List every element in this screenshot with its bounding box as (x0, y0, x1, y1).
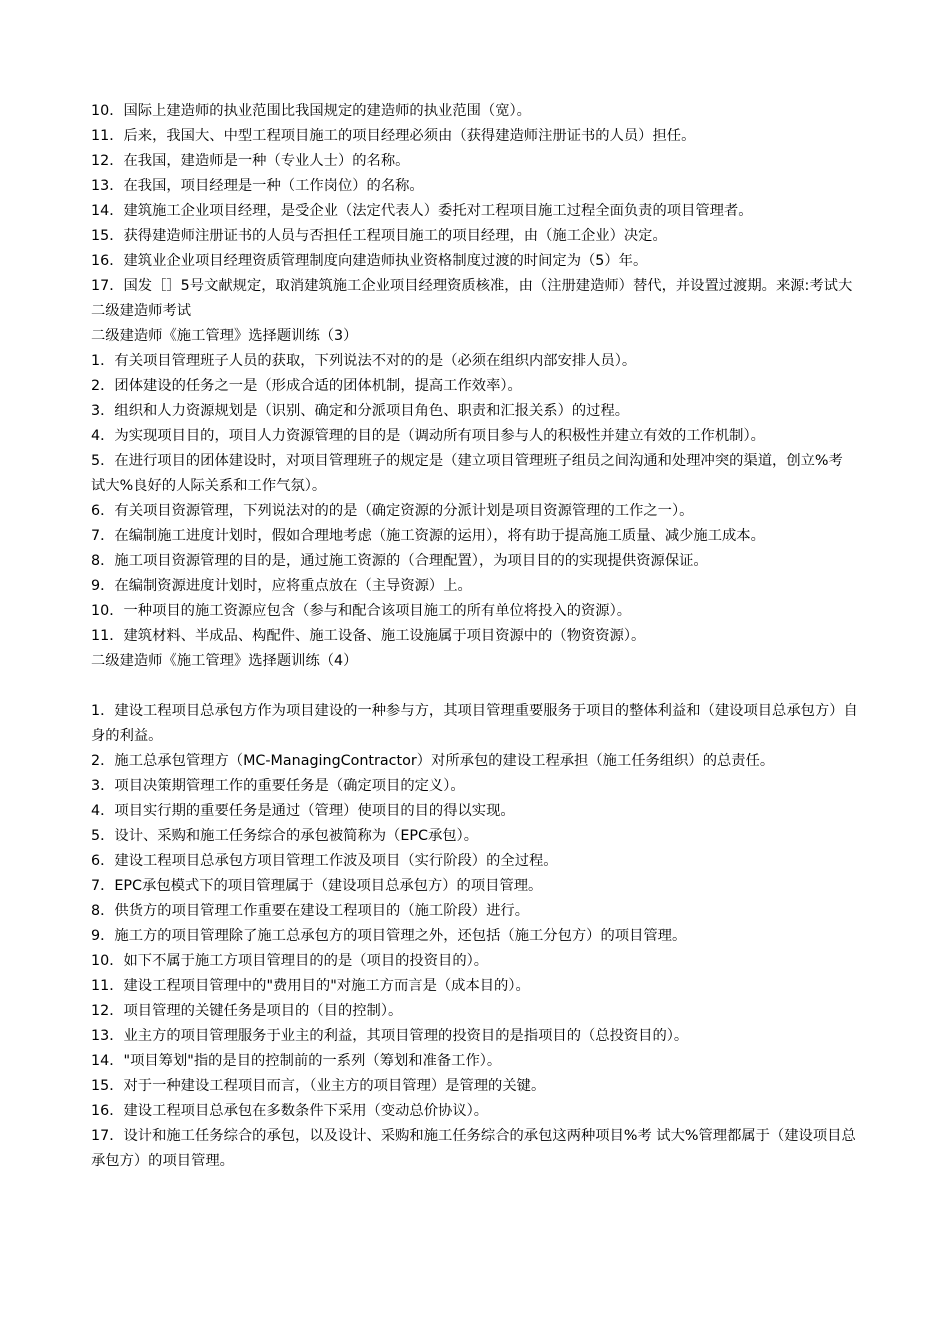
list-item: 12．项目管理的关键任务是项目的（目的控制）。 (91, 1003, 403, 1019)
list-item: 16．建筑业企业项目经理资质管理制度向建造师执业资格制度过渡的时间定为（5）年。 (91, 253, 648, 269)
list-item: 11．建筑材料、半成品、构配件、施工设备、施工设施属于项目资源中的（物资资源）。 (91, 628, 646, 644)
list-item: 7．EPC承包模式下的项目管理属于（建设项目总承包方）的项目管理。 (91, 878, 543, 894)
list-item: 1．有关项目管理班子人员的获取，下列说法不对的的是（必须在组织内部安排人员）。 (91, 353, 637, 369)
list-item: 3．组织和人力资源规划是（识别、确定和分派项目角色、职责和汇报关系）的过程。 (91, 403, 630, 419)
list-item: 10．国际上建造师的执业范围比我国规定的建造师的执业范围（宽）。 (91, 103, 531, 119)
list-item: 6．建设工程项目总承包方项目管理工作波及项目（实行阶段）的全过程。 (91, 853, 558, 869)
list-item: 15．获得建造师注册证书的人员与否担任工程项目施工的项目经理，由（施工企业）决定。 (91, 228, 667, 244)
blank-line (91, 674, 861, 699)
list-item: 5．在进行项目的团体建设时，对项目管理班子的规定是（建立项目管理班子组员之间沟通和处理冲突的渠道，创立%考 试大%良好的人际关系和工作气氛）。 (91, 453, 843, 494)
list-item: 10．如下不属于施工方项目管理目的的是（项目的投资目的）。 (91, 953, 489, 969)
list-item: 4．为实现项目目的，项目人力资源管理的目的是（调动所有项目参与人的积极性并建立有效的工作机制）。 (91, 428, 765, 444)
list-item: 2．施工总承包管理方（MC-ManagingContractor）对所承包的建设工程承担（施工任务组织）的总责任。 (91, 753, 775, 769)
section-4-list (91, 699, 861, 1174)
list-item: 6．有关项目资源管理，下列说法对的的是（确定资源的分派计划是项目资源管理的工作之一）。 (91, 503, 694, 519)
list-item: 14．"项目筹划"指的是目的控制前的一系列（筹划和准备工作）。 (91, 1053, 502, 1069)
list-item: 15．对于一种建设工程项目而言，（业主方的项目管理）是管理的关键。 (91, 1078, 546, 1094)
list-item: 3．项目决策期管理工作的重要任务是（确定项目的定义）。 (91, 778, 465, 794)
list-item: 13．在我国，项目经理是一种（工作岗位）的名称。 (91, 178, 424, 194)
document-page (91, 99, 861, 1174)
list-item: 5．设计、采购和施工任务综合的承包被简称为（EPC承包）。 (91, 828, 479, 844)
list-item: 8．供货方的项目管理工作重要在建设工程项目的（施工阶段）进行。 (91, 903, 529, 919)
list-item: 2．团体建设的任务之一是（形成合适的团体机制，提高工作效率）。 (91, 378, 522, 394)
section-3-list (91, 349, 861, 649)
list-item: 7．在编制施工进度计划时，假如合理地考虑（施工资源的运用），将有助于提高施工质量、减少施工成本。 (91, 528, 765, 544)
list-item: 14．建筑施工企业项目经理，是受企业（法定代表人）委托对工程项目施工过程全面负责的项目管理者。 (91, 203, 753, 219)
list-item: 1．建设工程项目总承包方作为项目建设的一种参与方，其项目管理重要服务于项目的整体利益和（建设项目总承包方）自身的利益。 (91, 703, 858, 744)
list-item: 12．在我国，建造师是一种（专业人士）的名称。 (91, 153, 410, 169)
list-item: 11．建设工程项目管理中的"费用目的"对施工方而言是（成本目的）。 (91, 978, 530, 994)
list-item: 8．施工项目资源管理的目的是，通过施工资源的（合理配置），为项目目的的实现提供资源保证。 (91, 553, 708, 569)
list-item: 16．建设工程项目总承包在多数条件下采用（变动总价协议）。 (91, 1103, 489, 1119)
list-item: 4．项目实行期的重要任务是通过（管理）使项目的目的得以实现。 (91, 803, 515, 819)
list-item: 9．施工方的项目管理除了施工总承包方的项目管理之外，还包括（施工分包方）的项目管理。 (91, 928, 687, 944)
list-item: 11．后来，我国大、中型工程项目施工的项目经理必须由（获得建造师注册证书的人员）担任。 (91, 128, 696, 144)
list-item: 10．一种项目的施工资源应包含（参与和配合该项目施工的所有单位将投入的资源）。 (91, 603, 632, 619)
list-item: 13．业主方的项目管理服务于业主的利益，其项目管理的投资目的是指项目的（总投资目的）。 (91, 1028, 689, 1044)
section-3-title: 二级建造师《施工管理》选择题训练（3） (91, 328, 358, 344)
list-item: 9．在编制资源进度计划时，应将重点放在（主导资源）上。 (91, 578, 472, 594)
section-4-title: 二级建造师《施工管理》选择题训练（4） (91, 653, 358, 669)
list-item: 17．设计和施工任务综合的承包，以及设计、采购和施工任务综合的承包这两种项目%考 试大%管理都属于（建设项目总承包方）的项目管理。 (91, 1128, 856, 1169)
list-item: 17．国发［］5号文献规定，取消建筑施工企业项目经理资质核准，由（注册建造师）替代，并设置过渡期。来源:考试大 二级建造师考试 (91, 278, 853, 319)
section-2-list (91, 99, 861, 324)
